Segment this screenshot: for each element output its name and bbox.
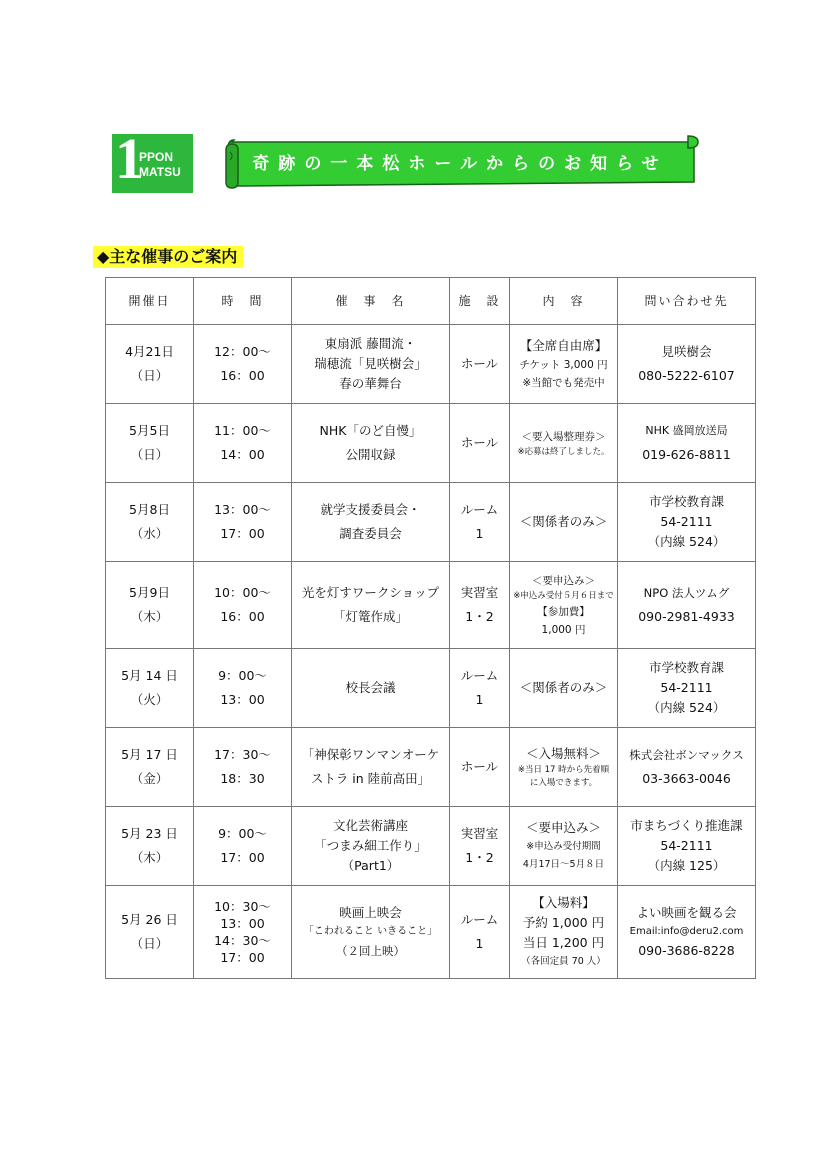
content-line: ※当館でも発売中 <box>522 377 605 389</box>
time-end: 18：30 <box>220 771 265 786</box>
event-line: 校長会議 <box>345 680 396 695</box>
date: 5月8日 <box>129 502 170 517</box>
time-start: 9：00～ <box>218 826 267 841</box>
facility-cell <box>450 483 510 562</box>
content-line: チケット 3,000 円 <box>519 359 608 371</box>
date: 4月21日 <box>125 344 174 359</box>
facility: ホール <box>460 759 499 774</box>
content-cell <box>510 807 618 886</box>
table-row <box>106 886 756 979</box>
event-line: 「こわれること いきること」 <box>303 926 438 937</box>
event-line: NHK「のど自慢」 <box>319 423 422 438</box>
time-line: 10：30～ <box>214 899 271 914</box>
event-cell <box>292 886 450 979</box>
date-cell <box>106 886 194 979</box>
date: 5月 17 日 <box>121 747 178 762</box>
content-cell <box>510 649 618 728</box>
time-end: 16：00 <box>220 609 265 624</box>
facility-cell <box>450 728 510 807</box>
facility-cell <box>450 325 510 404</box>
event-line: 瑞穂流「見咲樹会」 <box>314 356 427 371</box>
table-row <box>106 404 756 483</box>
contact-phone: 019-626-8811 <box>642 447 731 462</box>
event-line: 映画上映会 <box>339 905 402 920</box>
table-row <box>106 562 756 649</box>
contact-extension: （内線 524） <box>647 700 726 715</box>
content-line: 【全席自由席】 <box>519 338 608 353</box>
weekday: （日） <box>130 368 169 383</box>
contact-cell <box>618 483 756 562</box>
table-row <box>106 728 756 807</box>
contact-cell <box>618 728 756 807</box>
contact-phone: 54-2111 <box>660 514 713 529</box>
facility: 実習室 <box>460 826 499 841</box>
facility-number: 1 <box>475 936 484 951</box>
time-start: 9：00～ <box>218 668 267 683</box>
time-start: 11：00～ <box>214 423 271 438</box>
contact-email: Email:info@deru2.com <box>629 926 744 937</box>
contact-cell <box>618 562 756 649</box>
time-cell <box>194 649 292 728</box>
time-cell <box>194 483 292 562</box>
contact-cell <box>618 807 756 886</box>
logo-numeral: 1 <box>115 134 144 191</box>
content-cell <box>510 404 618 483</box>
banner-title: 奇跡の一本松ホールからのお知らせ <box>252 154 668 174</box>
contact-name: 市まちづくり推進課 <box>630 818 743 833</box>
contact-extension: （内線 524） <box>647 534 726 549</box>
event-line: ストラ in 陸前高田」 <box>310 771 431 786</box>
weekday: （木） <box>130 850 169 865</box>
event-line: （２回上映） <box>336 944 405 958</box>
contact-phone: 03-3663-0046 <box>642 771 731 786</box>
content-line: 予約 1,000 円 <box>522 915 605 930</box>
event-cell <box>292 325 450 404</box>
time-start: 17：30～ <box>214 747 271 762</box>
content-line: 1,000 円 <box>541 623 586 636</box>
content-line: ＜要申込み＞ <box>525 820 601 835</box>
contact-name: NPO 法人ツムグ <box>643 586 730 600</box>
header-content: 内 容 <box>510 278 618 325</box>
header-event: 催 事 名 <box>292 278 450 325</box>
event-line: 東扇派 藤間流・ <box>324 336 417 351</box>
content-cell <box>510 325 618 404</box>
weekday: （日） <box>130 936 169 951</box>
section-title: ◆主な催事のご案内 <box>93 246 243 268</box>
date-cell <box>106 562 194 649</box>
content-line: 【入場料】 <box>532 895 595 910</box>
time-cell <box>194 807 292 886</box>
time-start: 13：00～ <box>214 502 271 517</box>
time-cell <box>194 562 292 649</box>
event-cell <box>292 404 450 483</box>
facility: ホール <box>460 356 499 371</box>
weekday: （木） <box>130 609 169 624</box>
events-table <box>105 277 756 979</box>
contact-name: 市学校教育課 <box>648 494 724 509</box>
event-line: 「つまみ細工作り」 <box>314 838 427 853</box>
event-cell <box>292 649 450 728</box>
weekday: （日） <box>130 447 169 462</box>
event-cell <box>292 562 450 649</box>
facility-number: 1・2 <box>465 850 494 865</box>
event-line: 光を灯すワークショップ <box>301 585 440 600</box>
event-line: （Part1） <box>341 858 400 873</box>
content-line: ※当日 17 時から先着順 <box>517 765 610 775</box>
event-cell <box>292 807 450 886</box>
time-line: 13：00 <box>220 916 265 931</box>
event-line: 春の華舞台 <box>339 376 402 391</box>
date-cell <box>106 404 194 483</box>
contact-name: 市学校教育課 <box>648 660 724 675</box>
date-cell <box>106 649 194 728</box>
header-facility: 施 設 <box>450 278 510 325</box>
table-row <box>106 649 756 728</box>
ipponmatsu-logo <box>112 134 193 193</box>
weekday: （火） <box>130 692 169 707</box>
date: 5月 26 日 <box>121 912 178 927</box>
contact-name: 株式会社ボンマックス <box>629 748 744 762</box>
content-cell <box>510 886 618 979</box>
facility: ルーム <box>460 668 499 683</box>
time-end: 17：00 <box>220 526 265 541</box>
contact-cell <box>618 886 756 979</box>
contact-phone: 080-5222-6107 <box>638 368 735 383</box>
date-cell <box>106 728 194 807</box>
logo-line-1: PPON <box>139 150 174 164</box>
contact-phone: 090-3686-8228 <box>638 943 735 958</box>
contact-cell <box>618 404 756 483</box>
header-contact: 問い合わせ先 <box>618 278 756 325</box>
weekday: （金） <box>130 771 169 786</box>
content-line: ＜関係者のみ＞ <box>519 514 608 529</box>
time-start: 12：00～ <box>214 344 271 359</box>
event-line: 「灯篭作成」 <box>332 609 408 624</box>
time-end: 17：00 <box>220 850 265 865</box>
contact-extension: （内線 125） <box>647 858 726 873</box>
time-end: 16：00 <box>220 368 265 383</box>
time-cell <box>194 325 292 404</box>
contact-name: 見咲樹会 <box>661 344 712 359</box>
time-end: 14：00 <box>220 447 265 462</box>
time-line: 17：00 <box>220 950 265 965</box>
date: 5月 14 日 <box>121 668 178 683</box>
content-line: 【参加費】 <box>537 605 590 618</box>
time-line: 14：30～ <box>214 933 271 948</box>
event-cell <box>292 483 450 562</box>
logo-line-2: MATSU <box>139 165 181 179</box>
event-line: 調査委員会 <box>339 526 402 541</box>
content-line: に入場できます。 <box>529 778 598 788</box>
contact-cell <box>618 649 756 728</box>
event-cell <box>292 728 450 807</box>
contact-phone: 54-2111 <box>660 680 713 695</box>
time-cell <box>194 886 292 979</box>
facility: ルーム <box>460 502 499 517</box>
event-line: 文化芸術講座 <box>332 818 408 833</box>
content-line: ＜入場無料＞ <box>525 746 601 761</box>
content-line: ＜要入場整理券＞ <box>521 430 606 443</box>
contact-phone: 090-2981-4933 <box>638 609 735 624</box>
facility-number: 1・2 <box>465 609 494 624</box>
date: 5月5日 <box>129 423 170 438</box>
event-line: 「神保彰ワンマンオーケ <box>301 747 440 762</box>
content-line: ＜関係者のみ＞ <box>519 680 608 695</box>
time-start: 10：00～ <box>214 585 271 600</box>
date-cell <box>106 807 194 886</box>
facility-cell <box>450 404 510 483</box>
header-time: 時 間 <box>194 278 292 325</box>
content-line: 4月17日～5月８日 <box>522 859 605 870</box>
date: 5月9日 <box>129 585 170 600</box>
content-cell <box>510 728 618 807</box>
content-line: （各回定員 70 人） <box>521 956 606 967</box>
table-row <box>106 325 756 404</box>
table-row <box>106 807 756 886</box>
facility: ホール <box>460 435 499 450</box>
facility-cell <box>450 649 510 728</box>
facility-cell <box>450 886 510 979</box>
weekday: （水） <box>130 526 169 541</box>
content-cell <box>510 483 618 562</box>
date-cell <box>106 483 194 562</box>
facility-cell <box>450 562 510 649</box>
time-cell <box>194 728 292 807</box>
event-line: 公開収録 <box>345 447 396 462</box>
facility-number: 1 <box>475 692 484 707</box>
table-row <box>106 483 756 562</box>
facility-number: 1 <box>475 526 484 541</box>
facility: ルーム <box>460 912 499 927</box>
content-line: ※申込み受付期間 <box>526 841 601 852</box>
date-cell <box>106 325 194 404</box>
time-end: 13：00 <box>220 692 265 707</box>
date: 5月 23 日 <box>121 826 178 841</box>
contact-cell <box>618 325 756 404</box>
header-date: 開催日 <box>106 278 194 325</box>
table-header-row <box>106 278 756 325</box>
content-line: 当日 1,200 円 <box>522 935 605 950</box>
event-line: 就学支援委員会・ <box>320 502 421 517</box>
contact-phone: 54-2111 <box>660 838 713 853</box>
content-line: ※応募は終了しました。 <box>517 446 610 457</box>
facility: 実習室 <box>460 585 499 600</box>
content-line: ※申込み受付５月６日まで <box>513 590 614 601</box>
content-cell <box>510 562 618 649</box>
contact-name: よい映画を観る会 <box>636 905 737 920</box>
contact-name: NHK 盛岡放送局 <box>645 424 728 437</box>
facility-cell <box>450 807 510 886</box>
content-line: ＜要申込み＞ <box>532 574 595 587</box>
time-cell <box>194 404 292 483</box>
